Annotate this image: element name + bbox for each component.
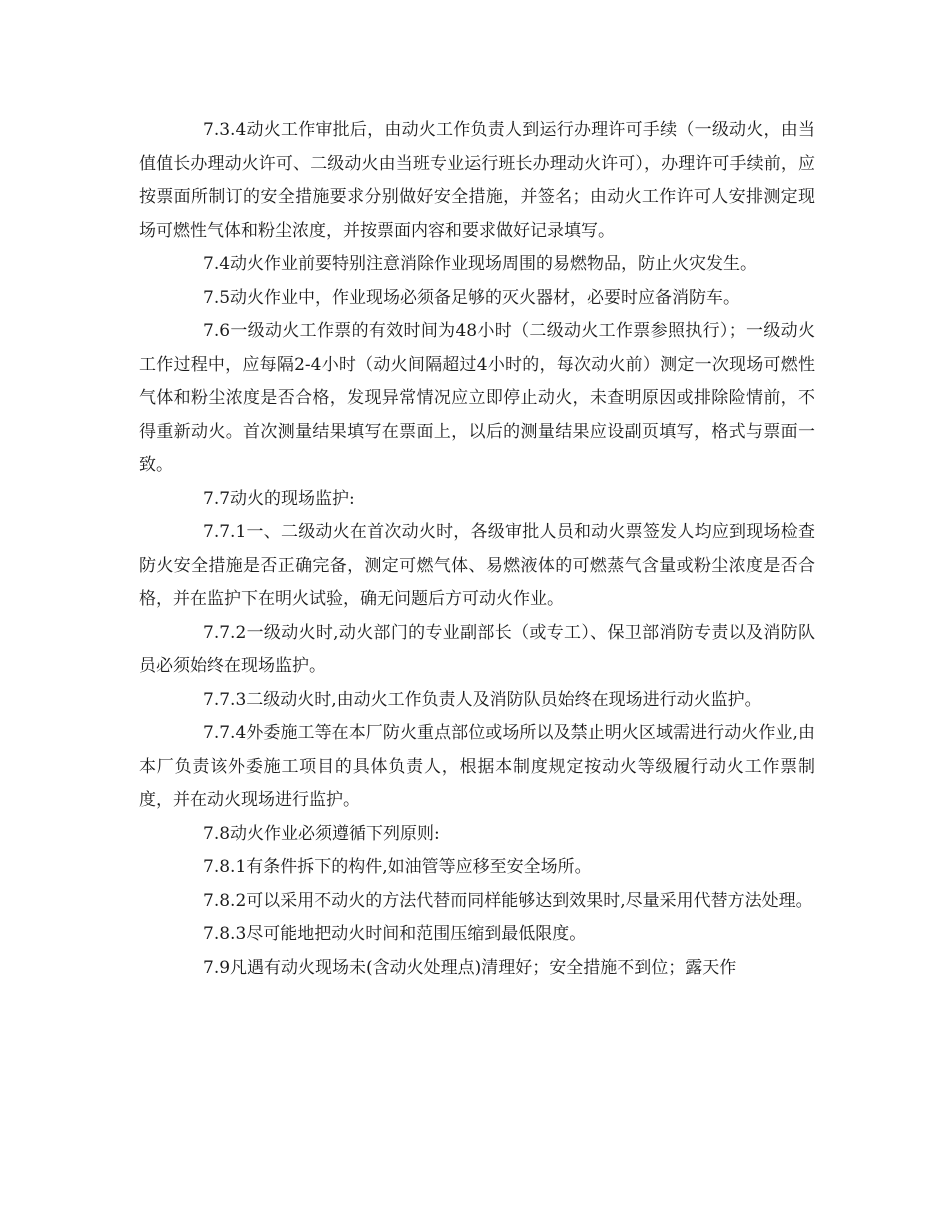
- paragraph-7-7-1: 7.7.1一、二级动火在首次动火时，各级审批人员和动火票签发人均应到现场检查防火安全措施是否正确完备，测定可燃气体、易燃液体的可燃蒸气含量或粉尘浓度是否合格，并在监护下在明火试验，确无问题后方可动火作业。: [139, 522, 815, 609]
- paragraph-7-4: 7.4动火作业前要特别注意消除作业现场周围的易燃物品，防止火灾发生。: [203, 254, 758, 274]
- paragraph-7-8-1: 7.8.1有条件拆下的构件,如油管等应移至安全场所。: [203, 857, 592, 877]
- paragraph-7-8-3: 7.8.3尽可能地把动火时间和范围压缩到最低限度。: [203, 924, 587, 944]
- paragraph-7-7: 7.7动火的现场监护:: [203, 488, 355, 509]
- paragraph-7-9: 7.9凡遇有动火现场未(含动火处理点)清理好；安全措施不到位；露天作: [203, 957, 737, 978]
- paragraph-7-6: 7.6一级动火工作票的有效时间为48小时（二级动火工作票参照执行）；一级动火工作过程中，应每隔2-4小时（动火间隔超过4小时的，每次动火前）测定一次现场可燃性气体和粉尘浓度是否合格，发现异常情况应立即停止动火，未查明原因或排除险情前，不得重新动火。首次测量结果填写在票面上，以后的测量结果应设副页填写，格式与票面一致。: [139, 321, 815, 475]
- paragraph-7-8-2: 7.8.2可以采用不动火的方法代替而同样能够达到效果时,尽量采用代替方法处理。: [203, 890, 813, 911]
- paragraph-7-3-4: 7.3.4动火工作审批后，由动火工作负责人到运行办理许可手续（一级动火，由当值值长办理动火许可、二级动火由当班专业运行班长办理动火许可），办理许可手续前，应按票面所制订的安全措施要求分别做好安全措施，并签名；由动火工作许可人安排测定现场可燃性气体和粉尘浓度，并按票面内容和要求做好记录填写。: [139, 120, 815, 241]
- document-body: [139, 114, 815, 985]
- paragraph-7-7-4: 7.7.4外委施工等在本厂防火重点部位或场所以及禁止明火区域需进行动火作业,由本厂负责该外委施工项目的具体负责人，根据本制度规定按动火等级履行动火工作票制度，并在动火现场进行监护。: [139, 723, 815, 810]
- paragraph-7-7-2: 7.7.2一级动火时,动火部门的专业副部长（或专工）、保卫部消防专责以及消防队员必须始终在现场监护。: [139, 622, 815, 676]
- paragraph-7-5: 7.5动火作业中，作业现场必须备足够的灭火器材，必要时应备消防车。: [203, 287, 741, 308]
- paragraph-7-8: 7.8动火作业必须遵循下列原则:: [203, 823, 440, 844]
- paragraph-7-7-3: 7.7.3二级动火时,由动火工作负责人及消防队员始终在现场进行动火监护。: [203, 689, 762, 710]
